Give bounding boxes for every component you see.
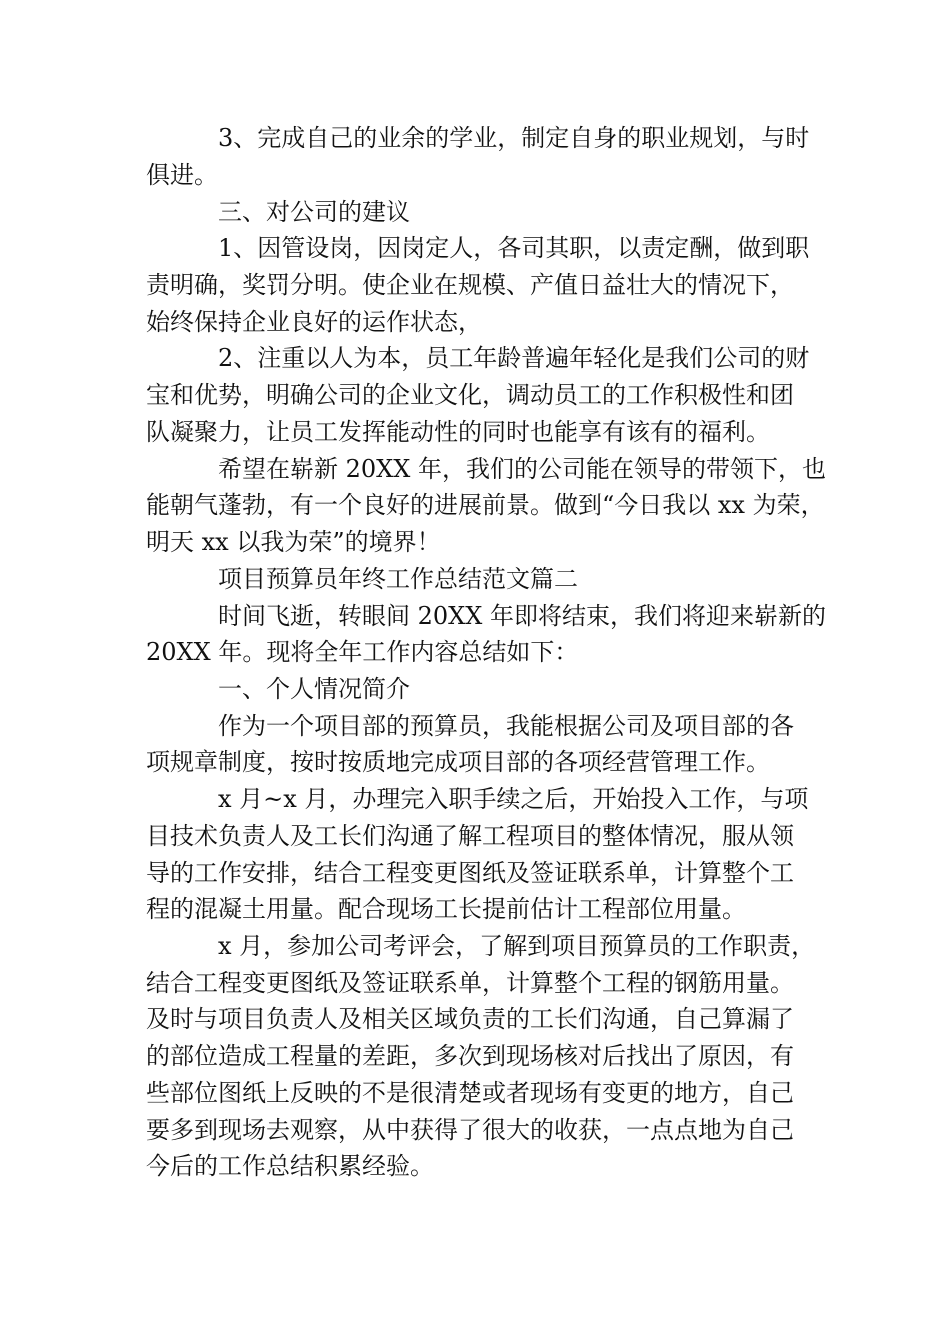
text-line: 队凝聚力，让员工发挥能动性的同时也能享有该有的福利。 — [146, 418, 770, 446]
text-line: 2、注重以人为本，员工年龄普遍年轻化是我们公司的财 — [218, 344, 810, 372]
text-line: 3、完成自己的业余的学业，制定自身的职业规划，与时 — [218, 124, 810, 152]
text-line: 目技术负责人及工长们沟通了解工程项目的整体情况，服从领 — [146, 822, 794, 850]
text-line: 程的混凝土用量。配合现场工长提前估计工程部位用量。 — [146, 895, 746, 923]
text-line: 项规章制度，按时按质地完成项目部的各项经营管理工作。 — [146, 748, 770, 776]
text-line: 宝和优势，明确公司的企业文化，调动员工的工作积极性和团 — [146, 381, 794, 409]
text-line: 20XX 年。现将全年工作内容总结如下： — [146, 638, 579, 666]
section-heading: 一、个人情况简介 — [218, 675, 410, 703]
text-line: 始终保持企业良好的运作状态， — [146, 308, 482, 336]
text-line: 今后的工作总结积累经验。 — [146, 1152, 434, 1180]
text-line: 作为一个项目部的预算员，我能根据公司及项目部的各 — [218, 712, 794, 740]
text-line: 能朝气蓬勃，有一个良好的进展前景。做到“今日我以 xx 为荣， — [146, 491, 825, 519]
text-line: 要多到现场去观察，从中获得了很大的收获，一点点地为自己 — [146, 1116, 794, 1144]
section-heading: 三、对公司的建议 — [218, 198, 410, 226]
text-line: 导的工作安排，结合工程变更图纸及签证联系单，计算整个工 — [146, 859, 794, 887]
text-line: 时间飞逝，转眼间 20XX 年即将结束，我们将迎来崭新的 — [218, 602, 826, 630]
text-line: 1、因管设岗，因岗定人，各司其职，以责定酬，做到职 — [218, 234, 810, 262]
text-line: 的部位造成工程量的差距，多次到现场核对后找出了原因，有 — [146, 1042, 794, 1070]
text-line: 明天 xx 以我为荣”的境界！ — [146, 528, 441, 556]
text-line: 结合工程变更图纸及签证联系单，计算整个工程的钢筋用量。 — [146, 969, 794, 997]
article-title: 项目预算员年终工作总结范文篇二 — [218, 565, 578, 593]
text-line: x 月，参加公司考评会，了解到项目预算员的工作职责， — [218, 932, 816, 960]
text-line: 俱进。 — [146, 161, 218, 189]
text-line: x 月~x 月，办理完入职手续之后，开始投入工作，与项 — [218, 785, 809, 813]
text-line: 希望在崭新 20XX 年，我们的公司能在领导的带领下，也 — [218, 455, 826, 483]
text-line: 些部位图纸上反映的不是很清楚或者现场有变更的地方，自己 — [146, 1079, 794, 1107]
text-line: 及时与项目负责人及相关区域负责的工长们沟通，自己算漏了 — [146, 1005, 794, 1033]
text-line: 责明确，奖罚分明。使企业在规模、产值日益壮大的情况下， — [146, 271, 794, 299]
